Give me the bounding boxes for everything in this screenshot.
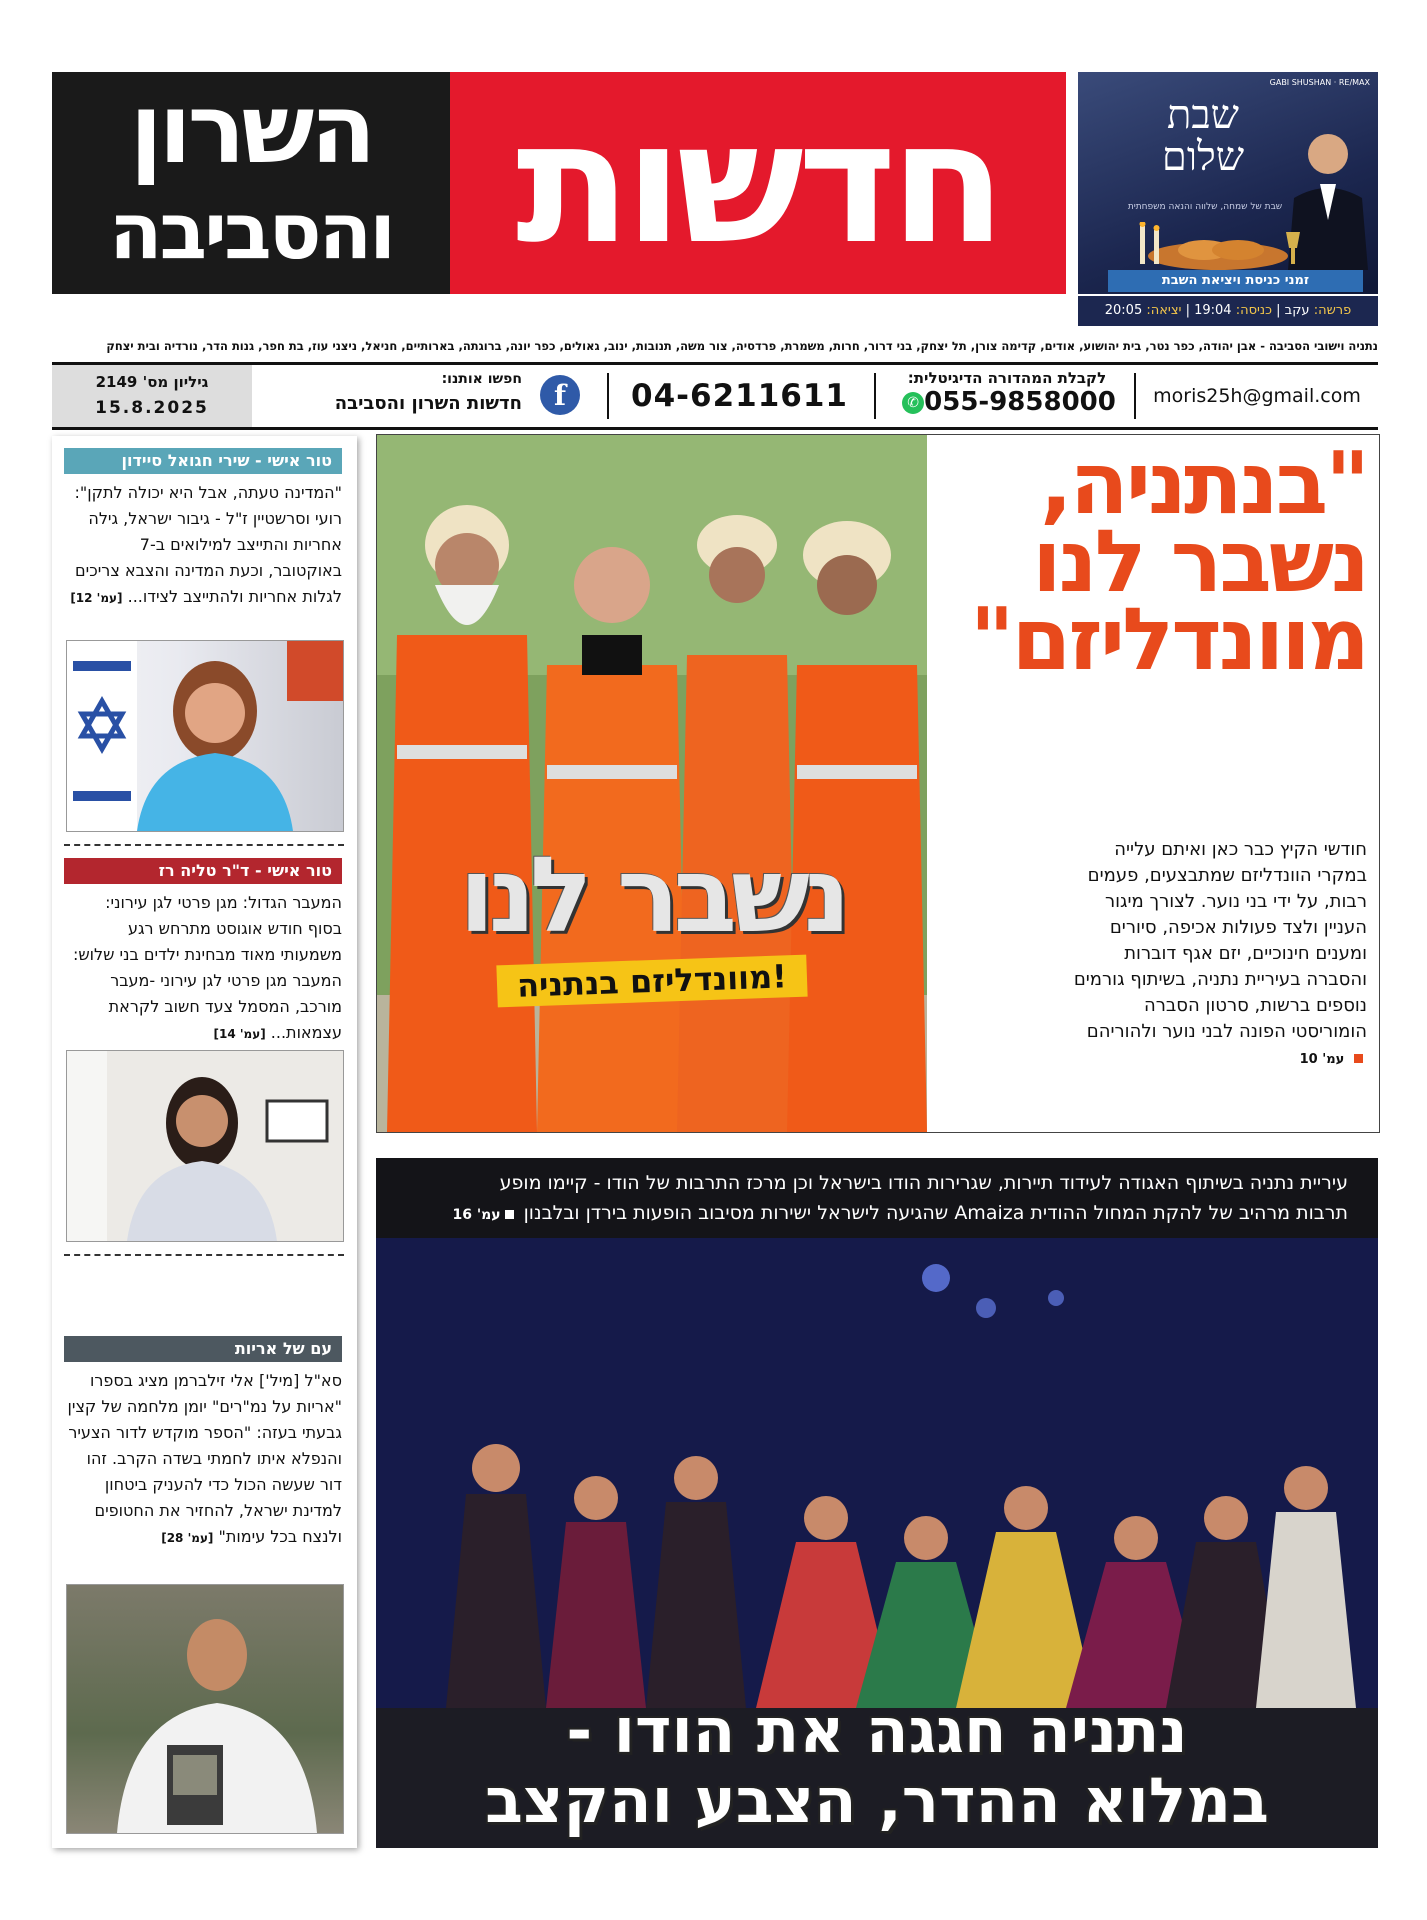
sidebar-columns: [52, 436, 357, 1848]
parasha-value: עקב: [1284, 303, 1310, 318]
youths-safety-vests-icon: [377, 435, 927, 1132]
masthead-logo-news: [450, 72, 1066, 294]
column-page-2[interactable]: [עמ' 14]: [213, 1027, 266, 1041]
india-story-line1: עיריית נתניה בשיתוף האגודה לעידוד תיירות, שגרירות הודו בישראל וכן מרכז התרבות של הודו - קיימו מופע: [499, 1172, 1348, 1194]
entry-time: 19:04: [1194, 303, 1232, 318]
exit-label: יציאה:: [1146, 303, 1182, 318]
separator: [64, 844, 344, 846]
columnist-portrait-icon: [67, 641, 343, 831]
phone-number[interactable]: 04-6211611: [631, 378, 848, 414]
divider: [1134, 373, 1136, 419]
facebook-box[interactable]: [262, 365, 602, 427]
column-text-1: "המדינה טעתה, אבל היא יכולה לתקן": רועי וסרשטיין ז"ל - גיבור ישראל, גילה אחריות והתייצב למילואים ב-7 באוקטובר, וכעת המדינה והצבא צריכים לגלות אחריות ולהתייצב לצידו...: [74, 483, 342, 606]
author-photo-3: [66, 1584, 344, 1834]
whatsapp-number[interactable]: 055-9858000: [924, 387, 1116, 417]
stamp-tag: מוונדליזם בנתניה!: [496, 955, 807, 1008]
facebook-icon[interactable]: f: [540, 375, 580, 415]
digital-label: לקבלת המהדורה הדיגיטלית:: [907, 369, 1107, 387]
column-page-3[interactable]: [עמ' 28]: [161, 1531, 214, 1545]
column-teaser-3: [66, 1368, 342, 1551]
column-teaser-1: [66, 480, 342, 611]
columnist-portrait-icon: [67, 1051, 343, 1241]
column-page-1[interactable]: [עמ' 12]: [70, 591, 123, 605]
column-text-3: סא"ל [מיל'] אלי זילברמן מציג בספרו "אריות על נמ"רים" יומן מלחמה של קצין גבעתי בעזה: "הספר מוקדש לדור הצעיר והנפלא איתו לחמתי בשדה הקרב. זהו דור שעשה הכול כדי להעניק ביטחון למדינת ישראל, להחזיר את החטופים ולנצח בכל עימות": [67, 1371, 342, 1546]
issue-box: [52, 365, 252, 427]
facebook-name[interactable]: חדשות השרון והסביבה: [334, 393, 522, 414]
columnist-photo-2: [66, 1050, 344, 1242]
lead-story-vandalism[interactable]: [376, 434, 1380, 1133]
column-heading-1[interactable]: טור אישי - שירי חגואל סיידון: [64, 448, 342, 474]
lead-story-page[interactable]: עמ' 10: [1299, 1052, 1345, 1067]
column-teaser-2: [66, 890, 342, 1047]
bullet-square-icon: [1354, 1054, 1363, 1063]
lead-story-text: חודשי הקיץ כבר כאן ואיתם עלייה במקרי הוונדליזם שמתבצעים, פעמים רבות, על ידי בני נוער. לצורך מיגור העניין ולצד פעולות אכיפה, סיורים ומענים חינוכיים, יזם אגף דוברות והסברה בעיריית נתניה, בשיתוף גורמים נוספים ברשות, סרטון הסברה הומוריסטי הפונה לבני נוער ולהוריהם: [1073, 839, 1367, 1042]
issue-date: 15.8.2025: [95, 398, 209, 418]
divider: [607, 373, 609, 419]
shabbat-ad[interactable]: [1078, 72, 1378, 294]
info-bar: [52, 362, 1378, 430]
shabbat-times: פרשה: עקב | כניסה: 19:04 | יציאה: 20:05: [1078, 296, 1378, 326]
column-heading-3[interactable]: עם של אריות: [64, 1336, 342, 1362]
masthead-logo-sharon: [52, 72, 450, 294]
vandalism-stamp: [437, 834, 867, 1005]
masthead-line1: השרון: [129, 73, 373, 185]
ad-subtitle: שבת של שמחה, שלווה והנאה משפחתית: [1127, 202, 1283, 212]
india-story-intro: [408, 1168, 1348, 1230]
issue-number: גיליון מס' 2149: [95, 373, 209, 391]
parasha-label: פרשה:: [1313, 303, 1352, 318]
separator: [64, 1254, 344, 1256]
lead-story-photo: [377, 435, 927, 1132]
columnist-photo-1: [66, 640, 344, 832]
email-address[interactable]: moris25h@gmail.com: [1153, 385, 1361, 407]
ad-title: שבת שלום: [1161, 92, 1245, 180]
coverage-towns: נתניה וישובי הסביבה - אבן יהודה, כפר נטר, בית יהושוע, אודים, קדימה צורן, תל יצחק, בני דרור, חרות, משמרת, פרדסיה, צור משה, תנובות, ינוב, גאולים, כפר יונה, ברוגתה, בארותיים, חניאל, ניצני עוז, בת חפר, גנות הדר, נורדיה ובית יצחק: [106, 339, 1378, 353]
entry-label: כניסה:: [1235, 303, 1273, 318]
india-story-line2: תרבות מרהיב של להקת המחול ההודית Amaiza שהגיעה לישראל ישירות מסיבוב הופעות בירדן ובלבנון: [523, 1202, 1348, 1224]
column-heading-2[interactable]: טור אישי - ד"ר טליה רז: [64, 858, 342, 884]
facebook-label: חפשו אותנו:: [441, 371, 522, 387]
column-text-2: המעבר הגדול: מגן פרטי לגן עירוני: בסוף חודש אוגוסט מתרחש רגע משמעותי מאוד מבחינת ילדים בני שלוש: המעבר מגן פרטי לגן עירוני -מעבר מורכב, המסמל צעד חשוב לקראת עצמאות...: [72, 893, 342, 1042]
challah-candles-icon: [1118, 222, 1318, 270]
exit-time: 20:05: [1104, 303, 1143, 318]
digital-edition-box[interactable]: [882, 365, 1132, 427]
india-headline-line2: במלוא ההדר, הצבע והקצב: [485, 1764, 1269, 1837]
author-with-book-icon: [67, 1585, 343, 1833]
bullet-square-icon: [505, 1210, 514, 1219]
india-headline-line1: נתניה חגגה את הודו -: [566, 1694, 1188, 1767]
india-story-page[interactable]: עמ' 16: [452, 1207, 501, 1223]
lead-story-headline[interactable]: "בנתניה, נשבר לנו מוונדליזם": [969, 434, 1367, 690]
ad-times-bar: זמני כניסת ויציאת השבת: [1108, 270, 1363, 292]
ad-brand-logo: GABI SHUSHAN · RE/MAX: [1269, 78, 1370, 87]
india-story-headline[interactable]: [380, 1696, 1374, 1836]
divider: [874, 373, 876, 419]
masthead-line2: והסביבה: [108, 187, 394, 277]
lead-story-body: [1067, 837, 1367, 1073]
stamp-headline: נשבר לנו: [459, 834, 845, 956]
whatsapp-icon: ✆: [902, 392, 924, 414]
masthead-center-title: חדשות: [515, 85, 1000, 281]
